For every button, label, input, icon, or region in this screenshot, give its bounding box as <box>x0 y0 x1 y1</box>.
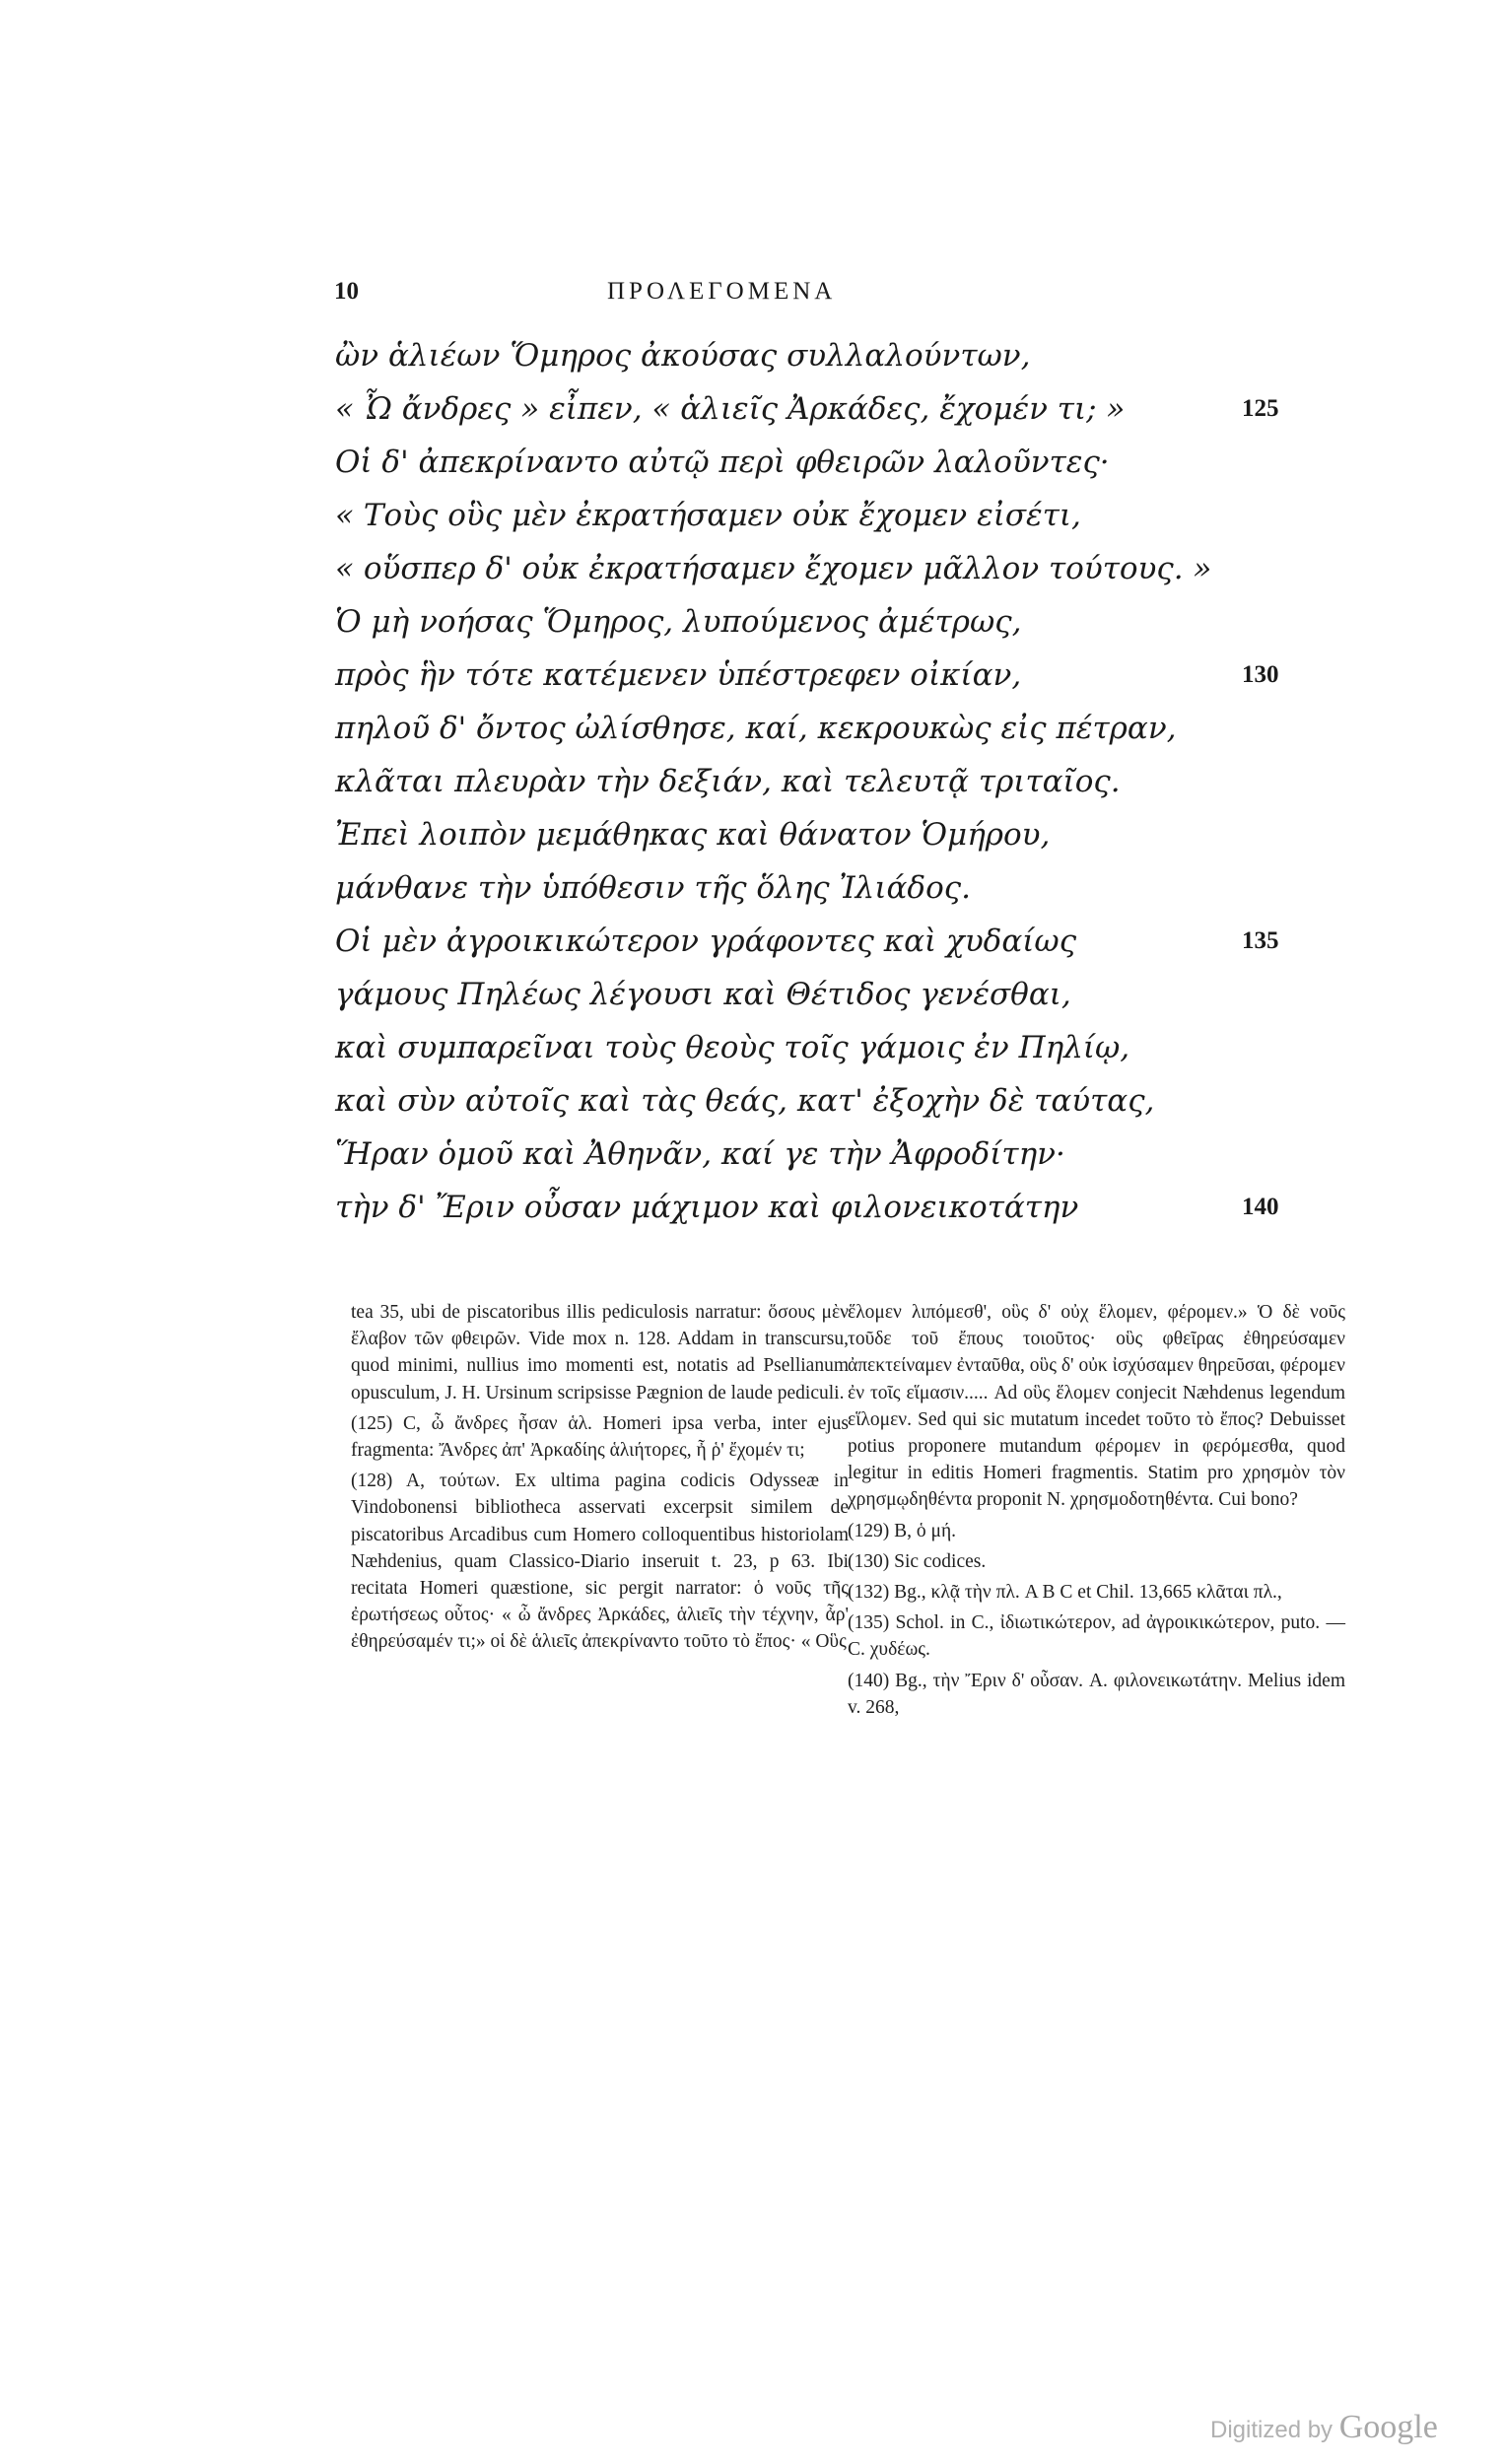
verse-text: Ὁ μὴ νοήσας Ὅμηρος, λυπούμενος ἀμέτρως, <box>335 604 1022 640</box>
verse-line <box>335 702 1321 755</box>
note-paragraph: (128) A, τούτων. Ex ultima pagina codicis Odysseæ in Vindobonensi bibliotheca asservati excerpsit similem de piscatoribus Arcadibus cum Homero colloquentibus historiolam Næhdenius, quam Classico-Diario inseruit t. 23, p 63. Ibi recitata Homeri quæstione, sic pergit narrator: ὁ νοῦς τῆς ἐρωτήσεως οὗτος· « ὦ ἄνδρες Ἀρκάδες, ἁλιεῖς τὴν τέχνην, ἆρ' ἐθηρεύσαμέν τι;» οἱ δὲ ἁλιεῖς ἀπεκρίναντο τοῦτο τὸ ἔπος· « Οὓς <box>351 1471 849 1653</box>
verse-text: πηλοῦ δ' ὄντος ὠλίσθησε, καί, κεκρουκὼς εἰς πέτραν, <box>335 711 1177 746</box>
verse-text: κλᾶται πλευρὰν τὴν δεξιάν, καὶ τελευτᾷ τριταῖος. <box>335 764 1121 799</box>
verse-line <box>335 915 1321 968</box>
verse-text: Οἱ μὲν ἀγροικικώτερον γράφοντες καὶ χυδαίως <box>335 924 1077 959</box>
verse-number: 130 <box>1242 661 1279 688</box>
verse-line <box>335 755 1321 808</box>
note-paragraph: (125) C, ὦ ἄνδρες ἦσαν ἁλ. Homeri ipsa verba, inter ejus fragmenta: Ἄνδρες ἀπ' Ἀρκαδίης ἁλιήτορες, ἦ ῥ' ἔχομέν τι; <box>351 1412 849 1462</box>
note-paragraph: ἕλομεν λιπόμεσθ', οὓς δ' οὐχ ἕλομεν, φέρομεν.» Ὁ δὲ νοῦς τοῦδε τοῦ ἔπους τοιοῦτος· οὓς φθεῖρας ἐθηρεύσαμεν ἀπεκτείναμεν ἐνταῦθα, οὓς δ' οὐκ ἰσχύσαμεν θηρεῦσαι, φέρομεν ἐν τοῖς εἵμασιν..... Ad οὓς ἕλομεν conjecit Næhdenus legendum εἵλομεν. Sed qui sic mutatum incedet τοῦτο τὸ ἔπος? Debuisset potius proponere mutandum φέρομεν in φερόμεσθα, quod legitur in editis Homeri fragmentis. Statim pro χρησμὸν τὸν χρησμῳδηθέντα proponit N. χρησμοδοτηθέντα. Cui bono? <box>848 1302 1345 1511</box>
verse-text: Ἥραν ὁμοῦ καὶ Ἀθηνᾶν, καί γε τὴν Ἀφροδίτην· <box>335 1136 1065 1172</box>
note-paragraph: (140) Bg., τὴν Ἔριν δ' οὖσαν. A. φιλονεικωτάτην. Melius idem v. 268, <box>848 1670 1345 1718</box>
verse-line <box>335 649 1321 702</box>
digitized-prefix: Digitized by <box>1210 2417 1334 2443</box>
verse-text: καὶ συμπαρεῖναι τοὺς θεοὺς τοῖς γάμοις ἐν Πηλίῳ, <box>335 1030 1130 1065</box>
verse-number: 135 <box>1242 927 1279 954</box>
verse-line <box>335 595 1321 649</box>
digitized-watermark <box>1210 2409 1438 2446</box>
note-paragraph: (130) Sic codices. <box>848 1550 987 1572</box>
verse-text: τὴν δ' Ἔριν οὖσαν μάχιμον καὶ φιλονεικοτάτην <box>335 1190 1079 1225</box>
verse-text: ὢν ἁλιέων Ὅμηρος ἀκούσας συλλαλούντων, <box>335 338 1031 374</box>
verse-line <box>335 382 1321 436</box>
verse-line <box>335 861 1321 915</box>
verse-line <box>335 968 1321 1021</box>
note-paragraph: (132) Bg., κλᾷ τὴν πλ. A B C et Chil. 13,665 κλᾶται πλ., <box>848 1582 1282 1604</box>
verse-text: μάνθανε τὴν ὑπόθεσιν τῆς ὅλης Ἰλιάδος. <box>335 870 971 906</box>
notes-right-column <box>848 1299 1345 1725</box>
verse-text: πρὸς ἣν τότε κατέμενεν ὑπέστρεφεν οἰκίαν, <box>335 657 1022 693</box>
verse-line <box>335 1181 1321 1234</box>
google-brand: Google <box>1338 2409 1438 2445</box>
running-head: ΠΡΟΛΕΓΟΜΕΝΑ <box>607 278 837 305</box>
verse-line <box>335 489 1321 542</box>
verse-text: Οἱ δ' ἀπεκρίναντο αὐτῷ περὶ φθειρῶν λαλοῦντες· <box>335 445 1110 480</box>
verse-text: « οὕσπερ δ' οὐκ ἐκρατήσαμεν ἔχομεν μᾶλλον τούτους. » <box>335 551 1212 586</box>
notes-left-column <box>351 1299 849 1660</box>
verse-line <box>335 1021 1321 1074</box>
verse-block <box>335 329 1321 1234</box>
note-paragraph: (129) B, ὁ μή. <box>848 1520 957 1541</box>
note-paragraph: (135) Schol. in C., ἰδιωτικώτερον, ad ἀγροικικώτερον, puto. — C. χυδέως. <box>848 1612 1345 1661</box>
verse-line <box>335 542 1321 595</box>
verse-line <box>335 808 1321 861</box>
verse-text: γάμους Πηλέως λέγουσι καὶ Θέτιδος γενέσθαι, <box>335 977 1071 1012</box>
verse-line <box>335 436 1321 489</box>
verse-number: 125 <box>1242 395 1279 422</box>
verse-text: « Τοὺς οὓς μὲν ἐκρατήσαμεν οὐκ ἔχομεν εἰσέτι, <box>335 498 1081 533</box>
verse-number: 140 <box>1242 1194 1279 1220</box>
verse-line <box>335 1128 1321 1181</box>
page-number: 10 <box>334 278 359 305</box>
note-paragraph: tea 35, ubi de piscatoribus illis pediculosis narratur: ὅσους μὲν ἔλαβον τῶν φθειρῶν. Vide mox n. 128. Addam in transcursu, quod minimi, nullius imo momenti est, notatis ad Psellianum opusculum, J. H. Ursinum scripsisse Pægnion de laude pediculi. <box>351 1302 849 1403</box>
verse-line <box>335 1074 1321 1128</box>
verse-text: καὶ σὺν αὐτοῖς καὶ τὰς θεάς, κατ' ἐξοχὴν δὲ ταύτας, <box>335 1083 1155 1119</box>
verse-text: « Ὦ ἄνδρες » εἶπεν, « ἁλιεῖς Ἀρκάδες, ἔχομέν τι; » <box>335 391 1126 427</box>
verse-line <box>335 329 1321 382</box>
verse-text: Ἐπεὶ λοιπὸν μεμάθηκας καὶ θάνατον Ὁμήρου, <box>335 817 1051 853</box>
